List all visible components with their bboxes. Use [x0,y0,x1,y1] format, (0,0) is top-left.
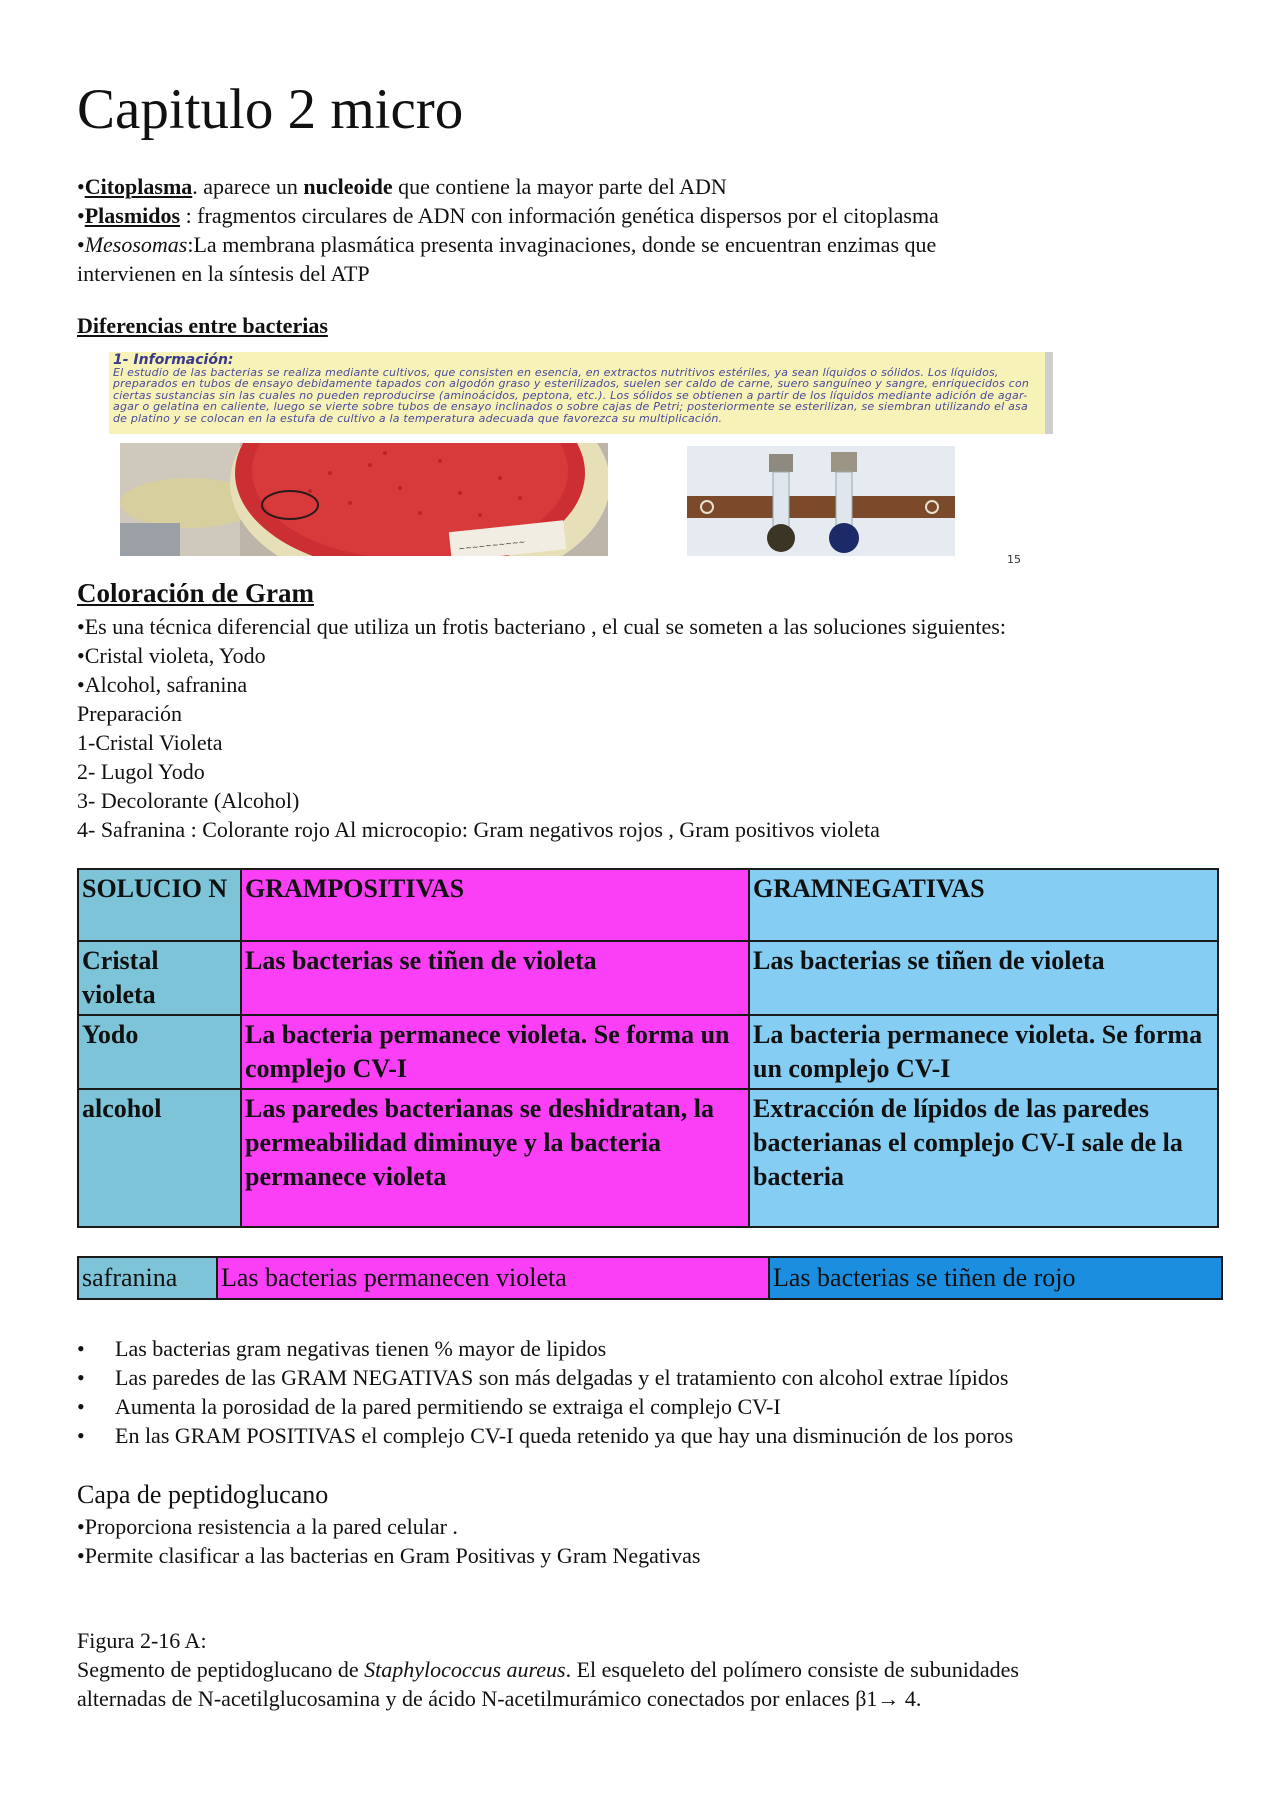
gram-line: Preparación [77,701,183,726]
term-mesosomas: Mesosomas [84,232,188,257]
table-cell: Las paredes bacterianas se deshidratan, la permeabilidad diminuye y la bacteria permanece violeta [241,1089,749,1227]
intro-line-plasmidos: •Plasmidos : fragmentos circulares de ADN con información genética dispersos por el citoplasma [77,203,939,228]
intro-line-atp: intervienen en la síntesis del ATP [77,261,370,286]
table-row [78,941,1218,1015]
list-item: • Las paredes de las GRAM NEGATIVAS son más delgadas y el tratamiento con alcohol extrae lípidos [77,1363,1013,1392]
test-tubes-photo [687,446,955,556]
safranina-negativas: Las bacterias se tiñen de rojo [769,1257,1222,1299]
list-item: • Aumenta la porosidad de la pared permitiendo se extraiga el complejo CV-I [77,1392,1013,1421]
test-tubes-image [687,446,955,556]
table-cell: Yodo [78,1015,241,1089]
petri-dish-photo [120,443,608,556]
peptido-heading: Capa de peptidoglucano [77,1480,329,1509]
gram-line: •Es una técnica diferencial que utiliza un frotis bacteriano , el cual se someten a las soluciones siguientes: [77,614,1006,639]
header-grampositivas: GRAMPOSITIVAS [241,869,749,941]
table-row [78,1089,1218,1227]
table-row [78,1015,1218,1089]
safranina-positivas: Las bacterias permanecen violeta [217,1257,769,1299]
gram-line: •Alcohol, safranina [77,672,248,697]
info-figure-body: El estudio de las bacterias se realiza mediante cultivos, que consisten en esencia, en extractos nutritivos estériles, ya sean líquidos o sólidos. Los líquidos, preparados en tubos de ensayo debidamente tapados con algodón graso y esterilizados, suelen ser caldo de carne, suero sanguíneo y sangre, enriquecidos con ciertas sustancias sin las cuales no pueden reproducirse (aminoácidos, peptona, etc.). Los sólidos se obtienen a partir de los líquidos mediante adición de agar-agar o gelatina en caliente, luego se vierte sobre tubos de ensayo inclinados o sobre cajas de Petri; posteriormente se esterilizan, se siembran utilizando el asa de platino y se colocan en la estufa de cultivo a la temperatura adecuada que favorezca su multiplicación. [113,366,1030,425]
table-row [78,1257,1222,1299]
intro-section [77,172,939,288]
term-nucleoide: nucleoide [303,174,393,199]
intro-line-mesosomas: •Mesosomas:La membrana plasmática presenta invaginaciones, donde se encuentran enzimas que [77,232,937,257]
caption-label: Figura 2-16 A: [77,1628,207,1653]
species-name: Staphylococcus aureus [364,1657,566,1682]
table-cell: La bacteria permanece violeta. Se forma un complejo CV-I [241,1015,749,1089]
intro-line-citoplasma: •Citoplasma. aparece un nucleoide que contiene la mayor parte del ADN [77,174,727,199]
gram-stain-table [77,868,1219,1228]
header-solucion: SOLUCIO N [78,869,241,941]
term-plasmidos: Plasmidos [84,203,181,228]
peptido-line: •Permite clasificar a las bacterias en Gram Positivas y Gram Negativas [77,1543,701,1568]
info-figure-title: 1- Información: [113,352,234,368]
info-figure [109,352,1053,434]
svg-text:~~~~~~~~~~: ~~~~~~~~~~ [458,537,526,554]
petri-dish-image [120,443,608,556]
gram-line: •Cristal violeta, Yodo [77,643,266,668]
table-cell: Las bacterias se tiñen de violeta [749,941,1218,1015]
caption-line-1: Segmento de peptidoglucano de Staphylococcus aureus. El esqueleto del polímero consiste de subunidades [77,1657,1019,1682]
gram-lines [77,612,1006,844]
header-gramnegativas: GRAMNEGATIVAS [749,869,1218,941]
table-cell: Las bacterias se tiñen de violeta [241,941,749,1015]
gram-line: 1-Cristal Violeta [77,730,223,755]
table-header-row [78,869,1218,941]
table-cell: Extracción de lípidos de las paredes bacterianas el complejo CV-I sale de la bacteria [749,1089,1218,1227]
term-citoplasma: Citoplasma [84,174,193,199]
caption-line-2: alternadas de N-acetilglucosamina y de ácido N-acetilmurámico conectados por enlaces β1→ 4. [77,1686,922,1711]
figure-page-number: 15 [1007,553,1021,566]
diff-heading: Diferencias entre bacterias [77,313,328,338]
peptido-lines [77,1512,701,1570]
list-item: • En las GRAM POSITIVAS el complejo CV-I queda retenido ya que hay una disminución de los poros [77,1421,1013,1450]
gram-line: 2- Lugol Yodo [77,759,205,784]
table-cell: Cristal violeta [78,941,241,1015]
gram-line: 3- Decolorante (Alcohol) [77,788,300,813]
gram-line: 4- Safranina : Colorante rojo Al microcopio: Gram negativos rojos , Gram positivos violeta [77,817,880,842]
figure-caption [77,1626,1019,1713]
table-cell: alcohol [78,1089,241,1227]
bullet-list [77,1334,1013,1450]
peptido-line: •Proporciona resistencia a la pared celular . [77,1514,458,1539]
safranina-table [77,1256,1223,1300]
table-cell: La bacteria permanece violeta. Se forma un complejo CV-I [749,1015,1218,1089]
list-item: • Las bacterias gram negativas tienen % mayor de lipidos [77,1334,1013,1363]
gram-heading: Coloración de Gram [77,578,314,608]
safranina-label: safranina [78,1257,217,1299]
page-title: Capitulo 2 micro [77,78,464,141]
